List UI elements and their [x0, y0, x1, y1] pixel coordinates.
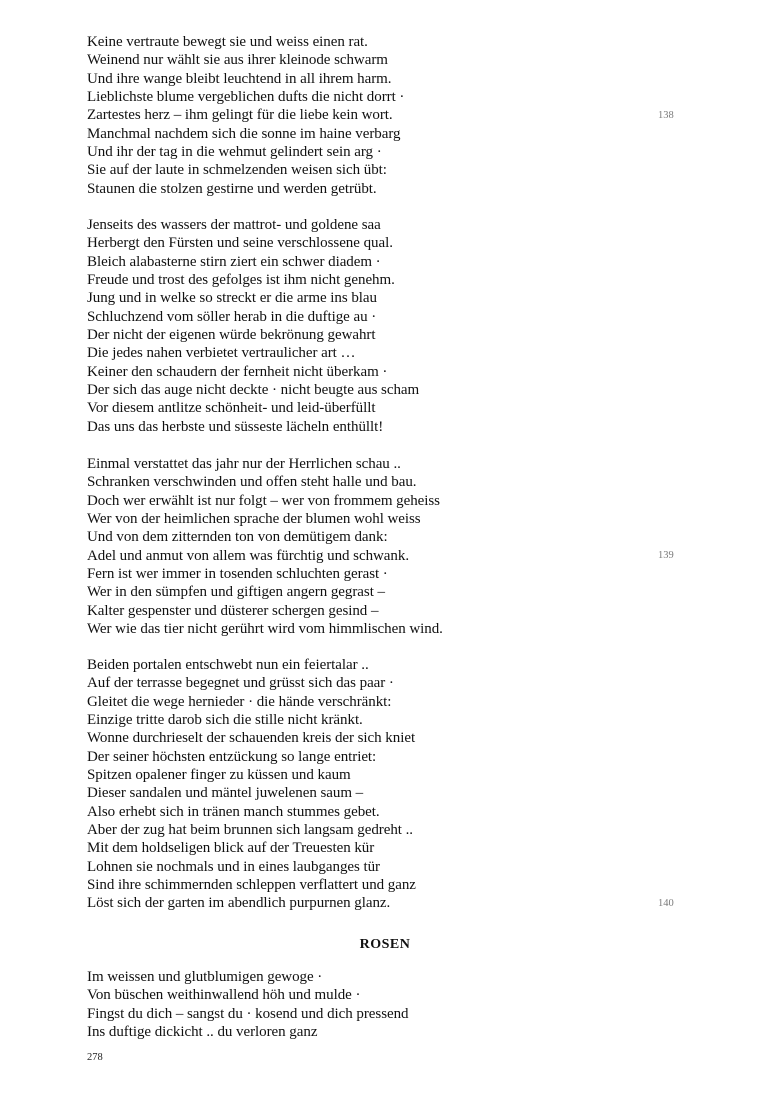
poem-line: Keine vertraute bewegt sie und weiss einen rat. [87, 34, 368, 50]
poem-line: Einzige tritte darob sich die stille nicht kränkt. [87, 712, 363, 729]
poem-line: Fingst du dich – sangst du · kosend und dich pressend [87, 1005, 409, 1022]
poem-line: Und ihre wange bleibt leuchtend in all ihrem harm. [87, 70, 392, 87]
poem-line: Fern ist wer immer in tosenden schluchten gerast · [87, 566, 388, 583]
stanza-1 [87, 33, 647, 198]
margin-line-number: 138 [658, 110, 674, 121]
poem-line: Das uns das herbste und süsseste lächeln enthüllt! [87, 418, 384, 435]
poem-line: Staunen die stolzen gestirne und werden getrübt. [87, 180, 377, 197]
margin-line-number: 140 [658, 898, 674, 909]
poem-line: Wer von der heimlichen sprache der blumen wohl weiss [87, 511, 421, 528]
poem-line: Die jedes nahen verbietet vertraulicher art … [87, 345, 356, 362]
poem-line: Gleitet die wege hernieder · die hände verschränkt: [87, 693, 392, 710]
poem-line: Wer wie das tier nicht gerührt wird vom himmlischen wind. [87, 621, 443, 638]
stanza-2 [87, 216, 647, 436]
poem-line: Wer in den sümpfen und giftigen angern gegrast – [87, 584, 385, 601]
poem-line: Aber der zug hat beim brunnen sich langsam gedreht .. [87, 822, 413, 839]
poem-line: Sind ihre schimmernden schleppen verflattert und ganz [87, 877, 416, 894]
poem-line: Und ihr der tag in die wehmut gelindert sein arg · [87, 144, 382, 161]
stanza-5 [87, 968, 647, 1041]
poem-line: Herbergt den Fürsten und seine verschlossene qual. [87, 235, 393, 252]
poem-line: Dieser sandalen und mäntel juwelenen saum – [87, 785, 364, 802]
poem-line: Zartestes herz – ihm gelingt für die liebe kein wort. [87, 107, 393, 124]
margin-line-number: 139 [658, 550, 674, 561]
poem-line: Doch wer erwählt ist nur folgt – wer von frommem geheiss [87, 492, 440, 509]
poem-line: Im weissen und glutblumigen gewoge · [87, 969, 323, 985]
poem-line: Sie auf der laute in schmelzenden weisen sich übt: [87, 162, 387, 179]
poem-line: Freude und trost des gefolges ist ihm nicht genehm. [87, 272, 395, 289]
poem-line: Manchmal nachdem sich die sonne im haine verbarg [87, 125, 401, 142]
poem-line: Schluchzend vom söller herab in die duftige au · [87, 308, 377, 325]
poem-line: Bleich alabasterne stirn ziert ein schwer diadem · [87, 253, 381, 270]
poem-line: Löst sich der garten im abendlich purpurnen glanz. [87, 895, 391, 912]
poem-line: Von büschen weithinwallend höh und mulde · [87, 987, 361, 1004]
poem-line: Lohnen sie nochmals und in eines laubganges tür [87, 858, 380, 875]
poem-line: Der sich das auge nicht deckte · nicht beugte aus scham [87, 382, 420, 399]
stanza-3 [87, 455, 647, 638]
poem-line: Der seiner höchsten entzückung so lange entriet: [87, 748, 377, 765]
poem-line: Spitzen opalener finger zu küssen und kaum [87, 767, 351, 784]
poem-line: Mit dem holdseligen blick auf der Treuesten kür [87, 840, 375, 857]
poem-line: Adel und anmut von allem was fürchtig und schwank. [87, 547, 410, 564]
poem-line: Der nicht der eigenen würde bekrönung gewahrt [87, 327, 376, 344]
poem-line: Lieblichste blume vergeblichen dufts die nicht dorrt · [87, 89, 405, 106]
poem-line: Also erhebt sich in tränen manch stummes gebet. [87, 803, 380, 820]
poem-line: Keiner den schaudern der fernheit nicht überkam · [87, 363, 388, 380]
poem-line: Schranken verschwinden und offen steht halle und bau. [87, 474, 417, 491]
poem-line: Beiden portalen entschwebt nun ein feiertalar .. [87, 657, 369, 673]
stanza-4 [87, 656, 647, 913]
poem-line: Einmal verstattet das jahr nur der Herrlichen schau .. [87, 456, 401, 472]
poem-line: Jenseits des wassers der mattrot- und goldene saa [87, 217, 381, 233]
poem-line: Auf der terrasse begegnet und grüsst sich das paar · [87, 675, 394, 692]
poem-line: Kalter gespenster und düsterer schergen gesind – [87, 602, 379, 619]
poem-line: Jung und in welke so streckt er die arme ins blau [87, 290, 377, 307]
poem-line: Und von dem zitternden ton von demütigem dank: [87, 529, 388, 546]
section-heading: ROSEN [359, 937, 411, 952]
poem-line: Ins duftige dickicht .. du verloren ganz [87, 1024, 318, 1041]
poem-line: Weinend nur wählt sie aus ihrer kleinode schwarm [87, 52, 388, 69]
poem-line: Vor diesem antlitze schönheit- und leid-überfüllt [87, 400, 376, 417]
poem-line: Wonne durchrieselt der schauenden kreis der sich kniet [87, 730, 416, 747]
page-number: 278 [87, 1052, 103, 1063]
